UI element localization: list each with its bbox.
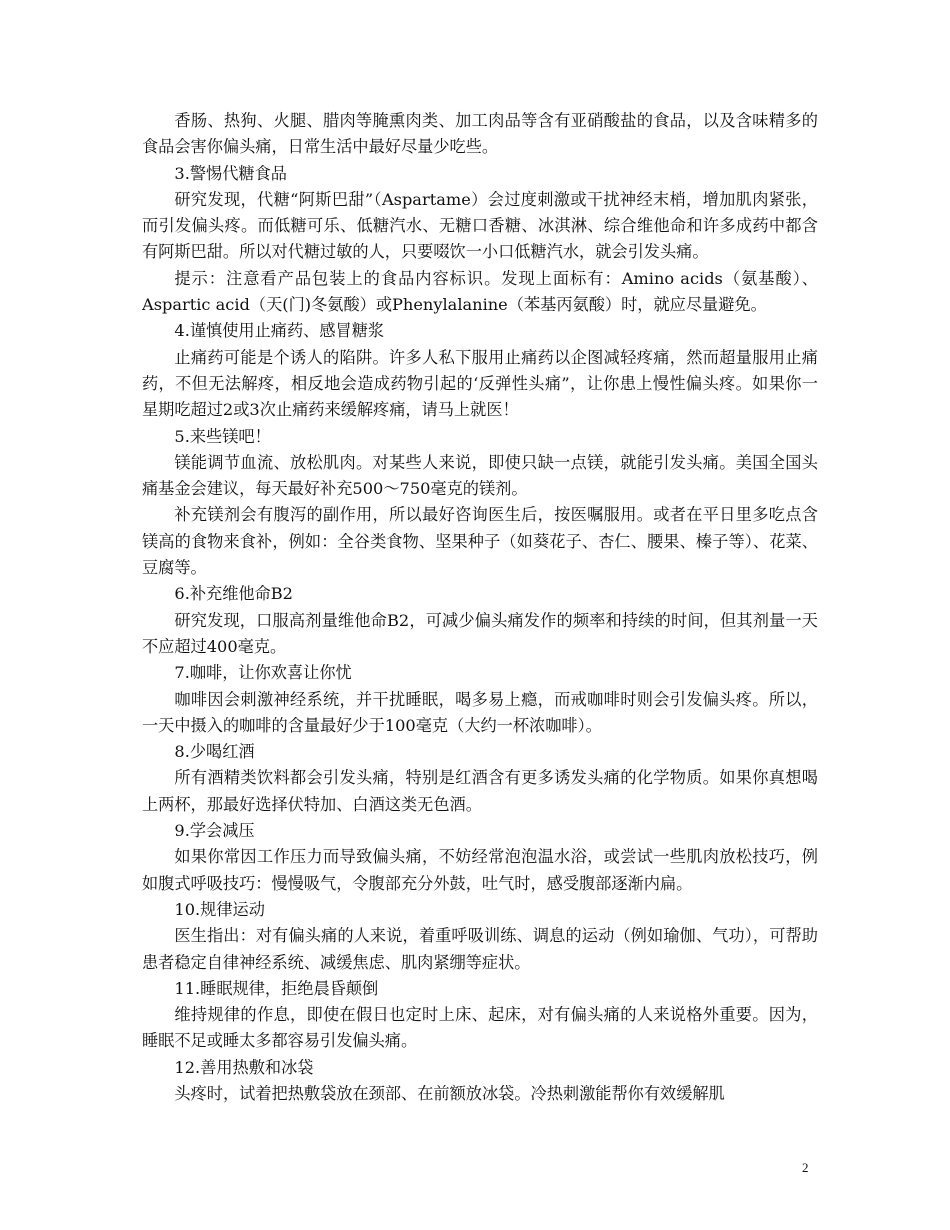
page-body (142, 108, 818, 1107)
section-heading: 12.善用热敷和冰袋 (174, 1057, 314, 1077)
paragraph: 咖啡因会刺激神经系统，并干扰睡眠，喝多易上瘾，而戒咖啡时则会引发偏头疼。所以，一天中摄入的咖啡的含量最好少于100毫克（大约一杯浓咖啡）。 (142, 689, 818, 735)
paragraph: 提示：注意看产品包装上的食品内容标识。发现上面标有：Amino acids（氨基酸）、Aspartic acid（天(门)冬氨酸）或Phenylalanine（苯基丙氨酸）时，就应尽量避免。 (142, 268, 818, 315)
paragraph: 止痛药可能是个诱人的陷阱。许多人私下服用止痛药以企图减轻疼痛，然而超量服用止痛药，不但无法解疼，相反地会造成药物引起的‘反弹性头痛”，让你患上慢性偏头疼。如果你一星期吃超过2或3次止痛药来缓解疼痛，请马上就医！ (142, 347, 818, 420)
section-heading: 3.警惕代糖食品 (174, 163, 287, 183)
page-number: 2 (802, 1160, 809, 1175)
section-heading: 9.学会减压 (174, 821, 255, 841)
section-heading: 7.咖啡，让你欢喜让你忧 (174, 663, 352, 683)
paragraph: 研究发现，代糖“阿斯巴甜”（Aspartame）会过度刺激或干扰神经末梢，增加肌肉紧张，而引发偏头疼。而低糖可乐、低糖汽水、无糖口香糖、冰淇淋、综合维他命和许多成药中都含有阿斯巴甜。所以对代糖过敏的人，只要啜饮一小口低糖汽水，就会引发头痛。 (142, 189, 818, 262)
paragraph: 镁能调节血流、放松肌肉。对某些人来说，即使只缺一点镁，就能引发头痛。美国全国头痛基金会建议，每天最好补充500～750毫克的镁剂。 (142, 452, 818, 499)
paragraph: 头疼时，试着把热敷袋放在颈部、在前额放冰袋。冷热刺激能帮你有效缓解肌 (174, 1083, 725, 1103)
paragraph: 研究发现，口服高剂量维他命B2，可减少偏头痛发作的频率和持续的时间，但其剂量一天不应超过400毫克。 (142, 610, 818, 656)
paragraph: 香肠、热狗、火腿、腊肉等腌熏肉类、加工肉品等含有亚硝酸盐的食品，以及含味精多的食品会害你偏头痛，日常生活中最好尽量少吃些。 (142, 111, 818, 157)
paragraph: 补充镁剂会有腹泻的副作用，所以最好咨询医生后，按医嘱服用。或者在平日里多吃点含镁高的食物来食补，例如：全谷类食物、坚果种子（如葵花子、杏仁、腰果、榛子等）、花菜、豆腐等。 (142, 505, 818, 578)
section-heading: 11.睡眠规律，拒绝晨昏颠倒 (174, 978, 379, 998)
paragraph: 所有酒精类饮料都会引发头痛，特别是红酒含有更多诱发头痛的化学物质。如果你真想喝上两杯，那最好选择伏特加、白酒这类无色酒。 (142, 768, 818, 814)
paragraph: 维持规律的作息，即使在假日也定时上床、起床，对有偏头痛的人来说格外重要。因为，睡眠不足或睡太多都容易引发偏头痛。 (142, 1005, 818, 1051)
section-heading: 10.规律运动 (174, 899, 265, 919)
section-heading: 8.少喝红酒 (174, 742, 255, 762)
section-heading: 5.来些镁吧！ (174, 426, 271, 446)
section-heading: 4.谨慎使用止痛药、感冒糖浆 (174, 321, 385, 341)
section-heading: 6.补充维他命B2 (174, 584, 293, 604)
paragraph: 医生指出：对有偏头痛的人来说，着重呼吸训练、调息的运动（例如瑜伽、气功），可帮助患者稳定自律神经系统、减缓焦虑、肌肉紧绷等症状。 (142, 926, 818, 972)
paragraph: 如果你常因工作压力而导致偏头痛，不妨经常泡泡温水浴，或尝试一些肌肉放松技巧，例如腹式呼吸技巧：慢慢吸气，令腹部充分外鼓，吐气时，感受腹部逐渐内扁。 (142, 847, 818, 893)
